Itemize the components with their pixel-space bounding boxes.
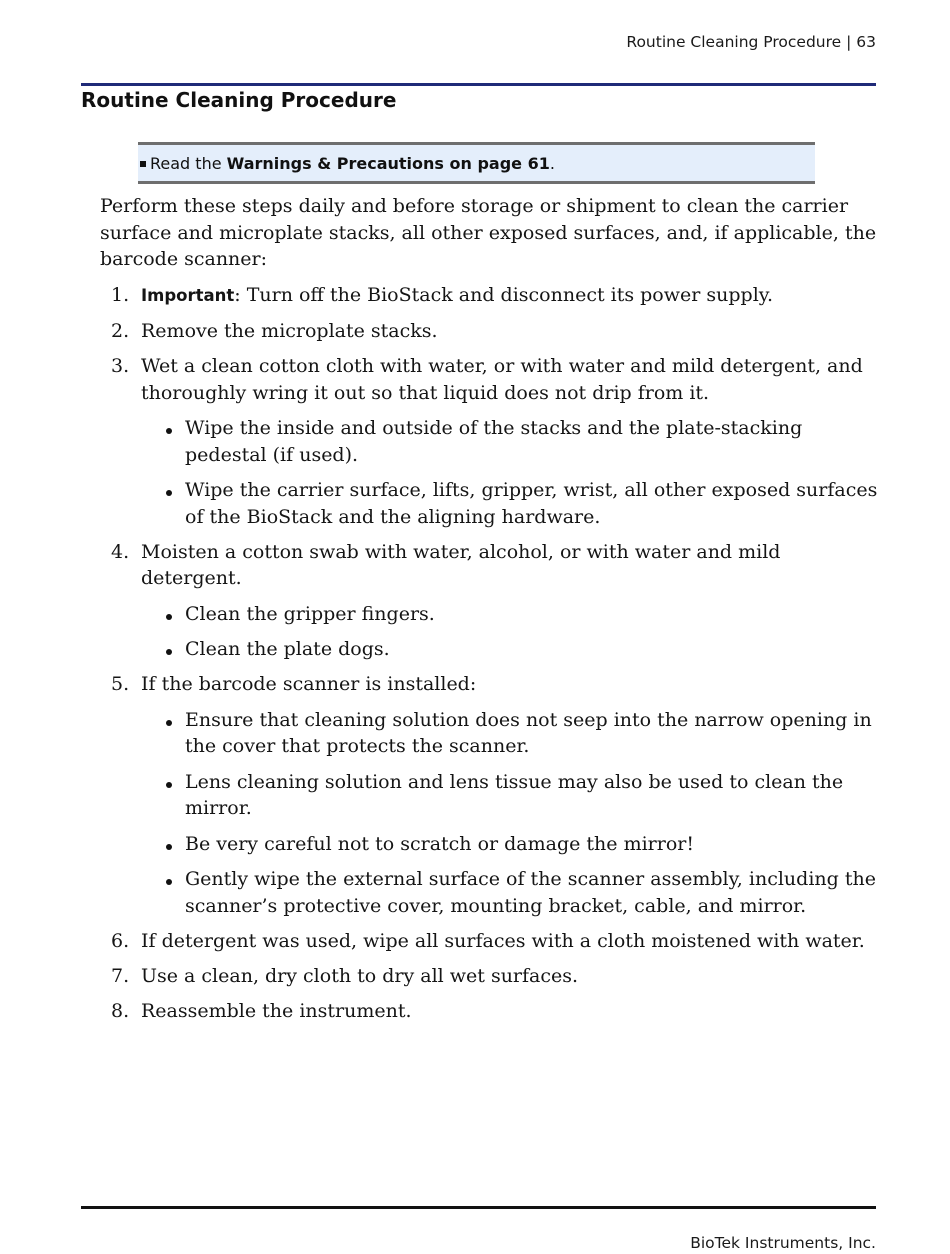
step-number: 8. (111, 999, 130, 1022)
step-item (100, 963, 880, 990)
warnings-link[interactable]: Warnings & Precautions on page 61 (226, 154, 550, 173)
bullet-icon (166, 490, 172, 496)
step-text: If the barcode scanner is installed: (141, 673, 477, 695)
step-number: 3. (111, 355, 130, 377)
step-item (100, 928, 880, 955)
sub-list (141, 707, 880, 920)
step-number: 5. (111, 673, 130, 695)
bullet-icon (166, 879, 172, 885)
steps-list (100, 282, 880, 1033)
step-text: If detergent was used, wipe all surfaces with a cloth moistened with water. (141, 929, 865, 952)
sub-list (141, 415, 880, 530)
step-item (100, 539, 880, 663)
square-bullet-icon (140, 161, 146, 167)
step-text: : Turn off the BioStack and disconnect its power supply. (234, 284, 774, 306)
step-text: Wet a clean cotton cloth with water, or with water and mild detergent, and thoroughly wring it out so that liquid does not drip from it. (141, 355, 863, 404)
footer-rule (81, 1206, 876, 1209)
sub-item (141, 769, 880, 822)
bullet-icon (166, 782, 172, 788)
sub-item (141, 831, 880, 858)
intro-paragraph: Perform these steps daily and before storage or shipment to clean the carrier surface and microplate stacks, all other exposed surfaces, and, if applicable, the barcode scanner: (100, 195, 877, 270)
sub-item-text: Wipe the carrier surface, lifts, gripper, wrist, all other exposed surfaces of the BioStack and the aligning hardware. (185, 479, 878, 528)
sub-item (141, 415, 880, 468)
sub-item-text: Be very careful not to scratch or damage the mirror! (185, 832, 694, 855)
sub-item (141, 477, 880, 530)
bullet-icon (166, 720, 172, 726)
sub-item-text: Lens cleaning solution and lens tissue may also be used to clean the mirror. (185, 770, 844, 819)
sub-list (141, 601, 880, 663)
step-text: Use a clean, dry cloth to dry all wet surfaces. (141, 964, 579, 987)
step-number: 7. (111, 964, 130, 987)
step-item (100, 282, 880, 310)
sub-item-text: Gently wipe the external surface of the scanner assembly, including the scanner’s protective cover, mounting bracket, cable, and mirror. (185, 868, 876, 917)
step-number: 6. (111, 929, 130, 952)
sub-item-text: Wipe the inside and outside of the stacks and the plate-stacking pedestal (if used). (185, 417, 803, 466)
bullet-icon (166, 428, 172, 434)
sub-item (141, 636, 880, 663)
step-text: Moisten a cotton swab with water, alcohol, or with water and mild detergent. (141, 540, 781, 589)
footer-company: BioTek Instruments, Inc. (690, 1234, 876, 1252)
bullet-icon (166, 844, 172, 850)
step-text: Remove the microplate stacks. (141, 320, 438, 342)
note-suffix: . (549, 154, 555, 173)
bullet-icon (166, 614, 172, 620)
section-title: Routine Cleaning Procedure (81, 88, 397, 112)
sub-item-text: Clean the plate dogs. (185, 638, 390, 660)
step-text: Reassemble the instrument. (141, 999, 412, 1022)
step-keyword: Important (141, 286, 235, 305)
step-item (100, 318, 880, 345)
sub-item (141, 866, 880, 919)
note-prefix: Read the (150, 154, 227, 173)
step-number: 1. (111, 284, 130, 306)
running-header: Routine Cleaning Procedure | 63 (626, 33, 876, 51)
sub-item-text: Clean the gripper fingers. (185, 602, 435, 625)
sub-item (141, 601, 880, 628)
step-number: 4. (111, 540, 130, 563)
header-rule (81, 83, 876, 86)
bullet-icon (166, 649, 172, 655)
step-number: 2. (111, 320, 130, 342)
step-item (100, 353, 880, 530)
note-text (138, 154, 555, 173)
step-item (100, 671, 880, 919)
sub-item-text: Ensure that cleaning solution does not seep into the narrow opening in the cover that protects the scanner. (185, 708, 872, 757)
note-box (138, 142, 815, 184)
step-item (100, 998, 880, 1025)
sub-item (141, 707, 880, 760)
